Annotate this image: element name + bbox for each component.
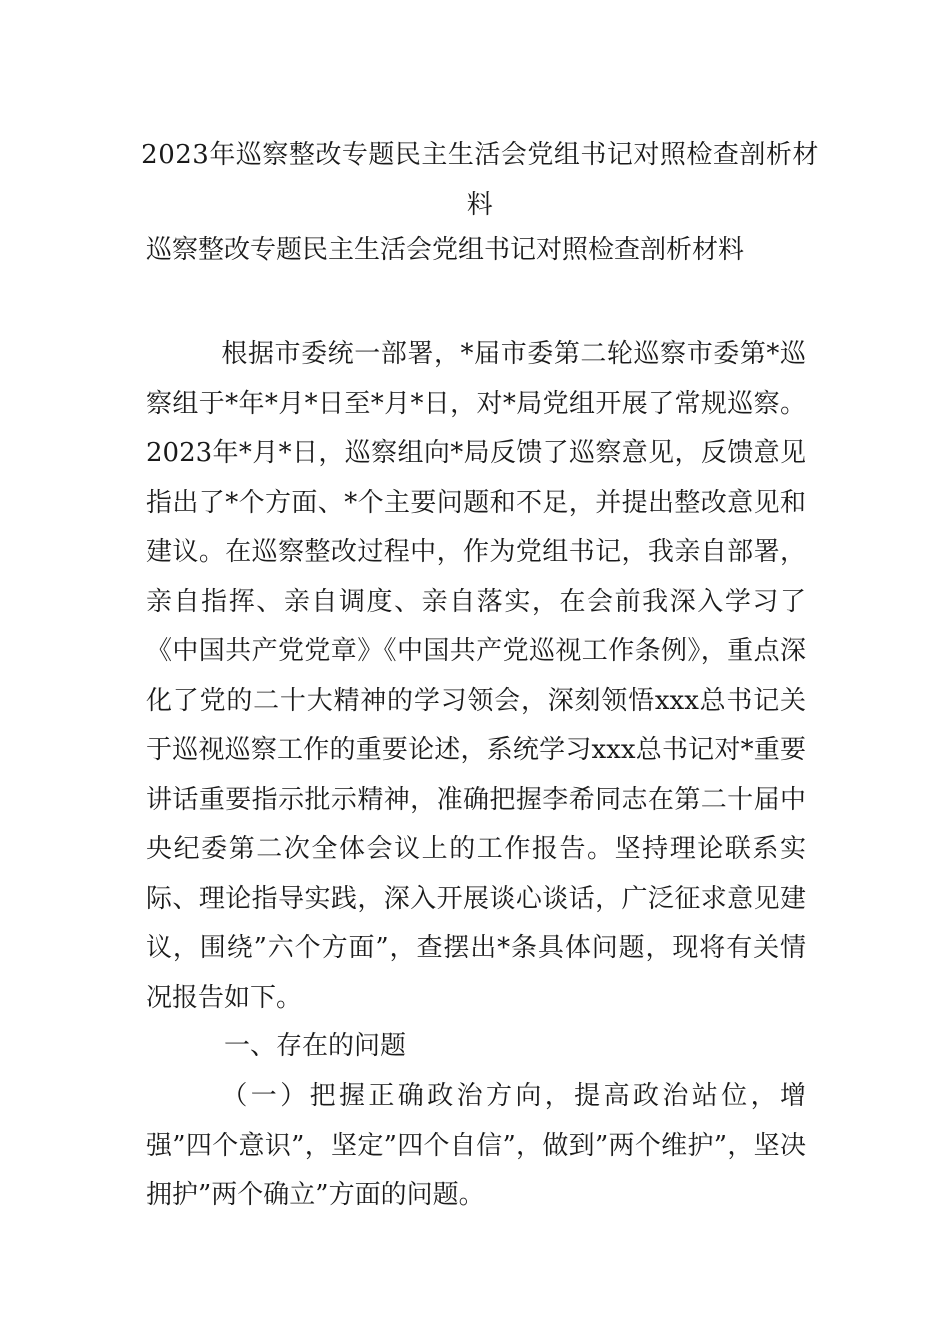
- intro-paragraph: 根据市委统一部署，*届市委第二轮巡察市委第*巡察组于*年*月*日至*月*日，对*局党组开展了常规巡察。2023年*月*日，巡察组向*局反馈了巡察意见，反馈意见指出了*个方面、*个主要问题和不足，并提出整改意见和建议。在巡察整改过程中，作为党组书记，我亲自部署，亲自指挥、亲自调度、亲自落实，在会前我深入学习了《中国共产党党章》《中国共产党巡视工作条例》，重点深化了党的二十大精神的学习领会，深刻领悟xxx总书记关于巡视巡察工作的重要论述，系统学习xxx总书记对*重要讲话重要指示批示精神，准确把握李希同志在第二十届中央纪委第二次全体会议上的工作报告。坚持理论联系实际、理论指导实践，深入开展谈心谈话，广泛征求意见建议，围绕”六个方面”，查摆出*条具体问题，现将有关情况报告如下。: [146, 339, 806, 1013]
- subsection-paragraph: （一）把握正确政治方向，提高政治站位，增强”四个意识”，坚定”四个自信”，做到”两个维护”，坚决拥护”两个确立”方面的问题。: [146, 1081, 806, 1210]
- section-heading: 一、存在的问题: [224, 1031, 407, 1061]
- document-subtitle: 巡察整改专题民主生活会党组书记对照检查剖析材料: [146, 235, 745, 265]
- document-title: 2023年巡察整改专题民主生活会党组书记对照检查剖析材料: [141, 140, 819, 220]
